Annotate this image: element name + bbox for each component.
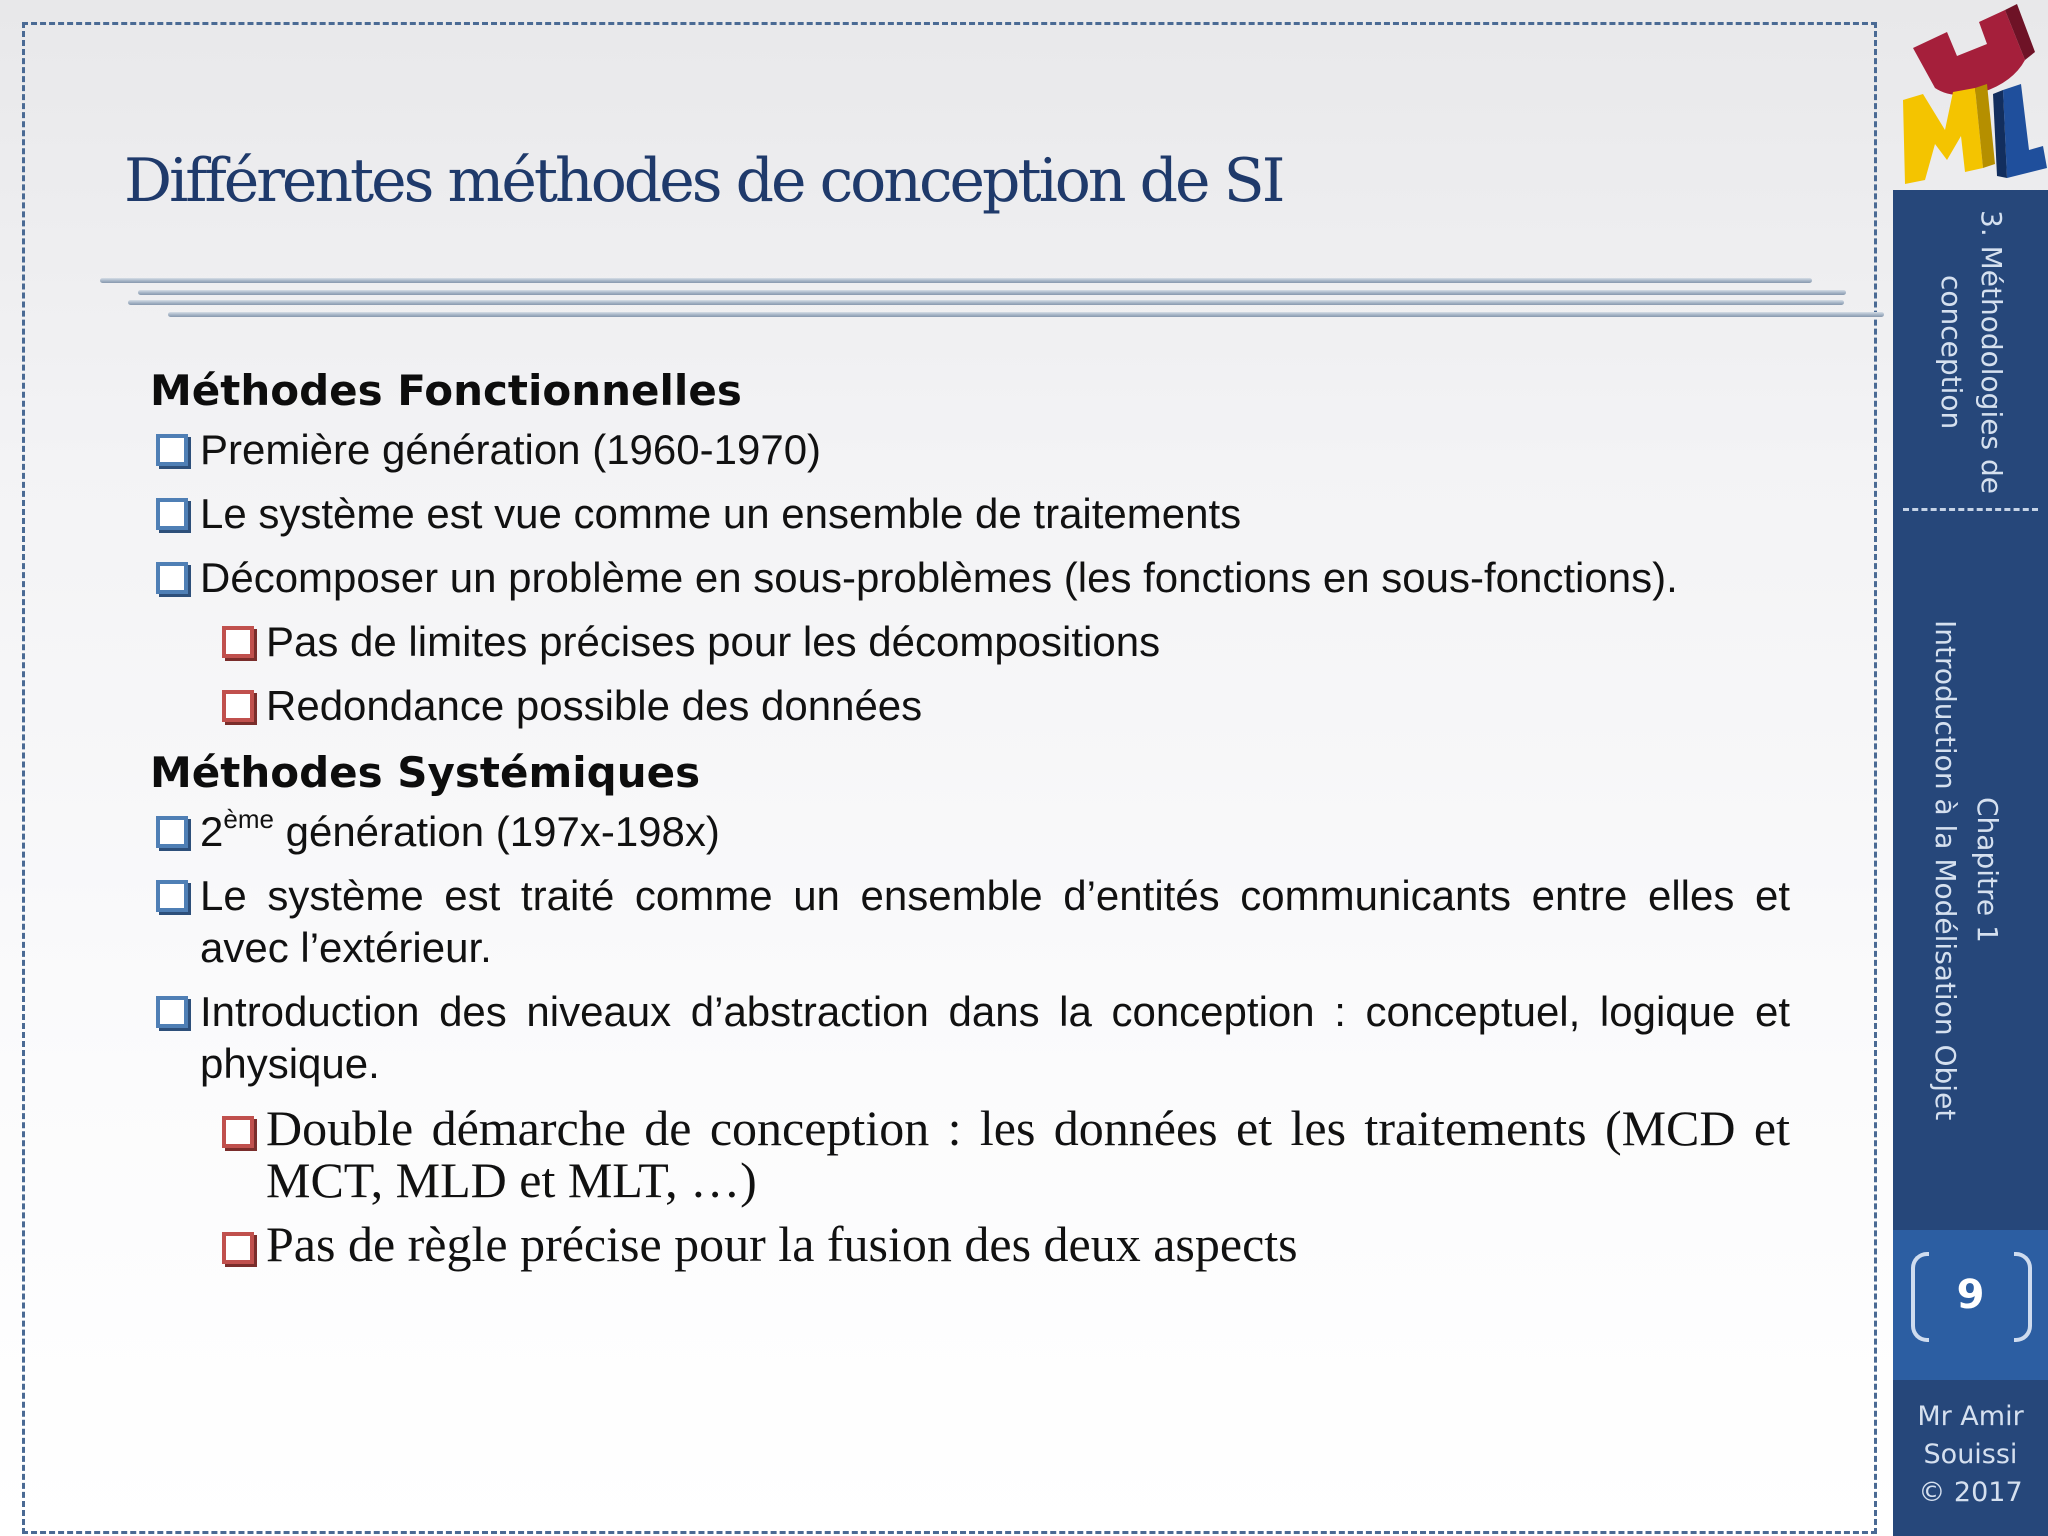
uml-logo-icon: [1895, 0, 2048, 190]
sidebar-chapter: [1893, 520, 2048, 1220]
logo-letter-u: [1913, 10, 2025, 95]
logo-letter-l: [2003, 84, 2047, 178]
bullet-item: [150, 424, 1790, 476]
bullet-text: génération (197x-198x): [273, 808, 720, 855]
superscript: ème: [223, 804, 274, 834]
bullet-text: Double démarche de conception : les données et les traitements (MCD et MCT, MLD et MLT, …): [266, 1100, 1790, 1208]
underline-bar: [138, 290, 1846, 295]
slide-title: Différentes méthodes de conception de SI: [124, 146, 1283, 216]
bullet-text: Pas de règle précise pour la fusion des deux aspects: [266, 1216, 1298, 1272]
checkbox-bullet-icon: [156, 996, 188, 1028]
underline-bar: [168, 312, 1884, 317]
checkbox-bullet-icon: [156, 816, 188, 848]
page-number: 9: [1956, 1272, 1985, 1318]
checkbox-bullet-icon: [156, 562, 188, 594]
bullet-text: Redondance possible des données: [266, 682, 923, 729]
section-heading: Méthodes Fonctionnelles: [150, 366, 742, 415]
underline-bar: [128, 300, 1844, 305]
sub-bullet-item: [150, 680, 1790, 732]
checkbox-bullet-icon: [222, 690, 254, 722]
bullet-item: [150, 986, 1790, 1090]
page-number-box: [1893, 1230, 2048, 1380]
checkbox-bullet-icon: [222, 1232, 254, 1264]
copyright-line: © 2017: [1918, 1477, 2023, 1508]
bullet-text: Pas de limites précises pour les décompositions: [266, 618, 1161, 665]
sub-bullet-item: [150, 1102, 1790, 1206]
author-line: Souissi: [1923, 1439, 2018, 1470]
checkbox-bullet-icon: [156, 434, 188, 466]
checkbox-bullet-icon: [222, 1116, 254, 1148]
chapter-title: Introduction à la Modélisation Objet: [1929, 619, 1962, 1121]
bullet-text-prefix: 2: [200, 808, 224, 855]
sub-bullet-item: [150, 1218, 1790, 1270]
bullet-item: [150, 552, 1790, 604]
bullet-item: [150, 806, 1790, 858]
logo-letter-m: [1903, 88, 1983, 184]
bullet-text: Le système est traité comme un ensemble d’entités communicants entre elles et avec l’extérieur.: [200, 872, 1790, 971]
checkbox-bullet-icon: [156, 880, 188, 912]
sidebar-section: [1893, 190, 2048, 510]
bullet-text: Première génération (1960-1970): [200, 426, 822, 473]
sub-bullet-item: [150, 616, 1790, 668]
author-credit: [1893, 1398, 2048, 1512]
section-heading: Méthodes Systémiques: [150, 748, 701, 797]
sidebar-divider: [1903, 508, 2038, 511]
bullet-text: Introduction des niveaux d’abstraction dans la conception : conceptuel, logique et physique.: [200, 988, 1790, 1087]
section-label: 3. Méthodologies de conception: [1935, 210, 2008, 494]
checkbox-bullet-icon: [156, 498, 188, 530]
author-line: Mr Amir: [1917, 1401, 2024, 1432]
bullet-text: Décomposer un problème en sous-problèmes (les fonctions en sous-fonctions).: [200, 554, 1678, 601]
bullet-item: [150, 488, 1790, 540]
chapter-label: Chapitre 1: [1971, 797, 2004, 943]
bullet-text: Le système est vue comme un ensemble de traitements: [200, 490, 1242, 537]
checkbox-bullet-icon: [222, 626, 254, 658]
underline-bar: [100, 278, 1812, 283]
slide-body: [150, 362, 1790, 1282]
sidebar: [1893, 190, 2048, 1536]
bullet-item: [150, 870, 1790, 974]
